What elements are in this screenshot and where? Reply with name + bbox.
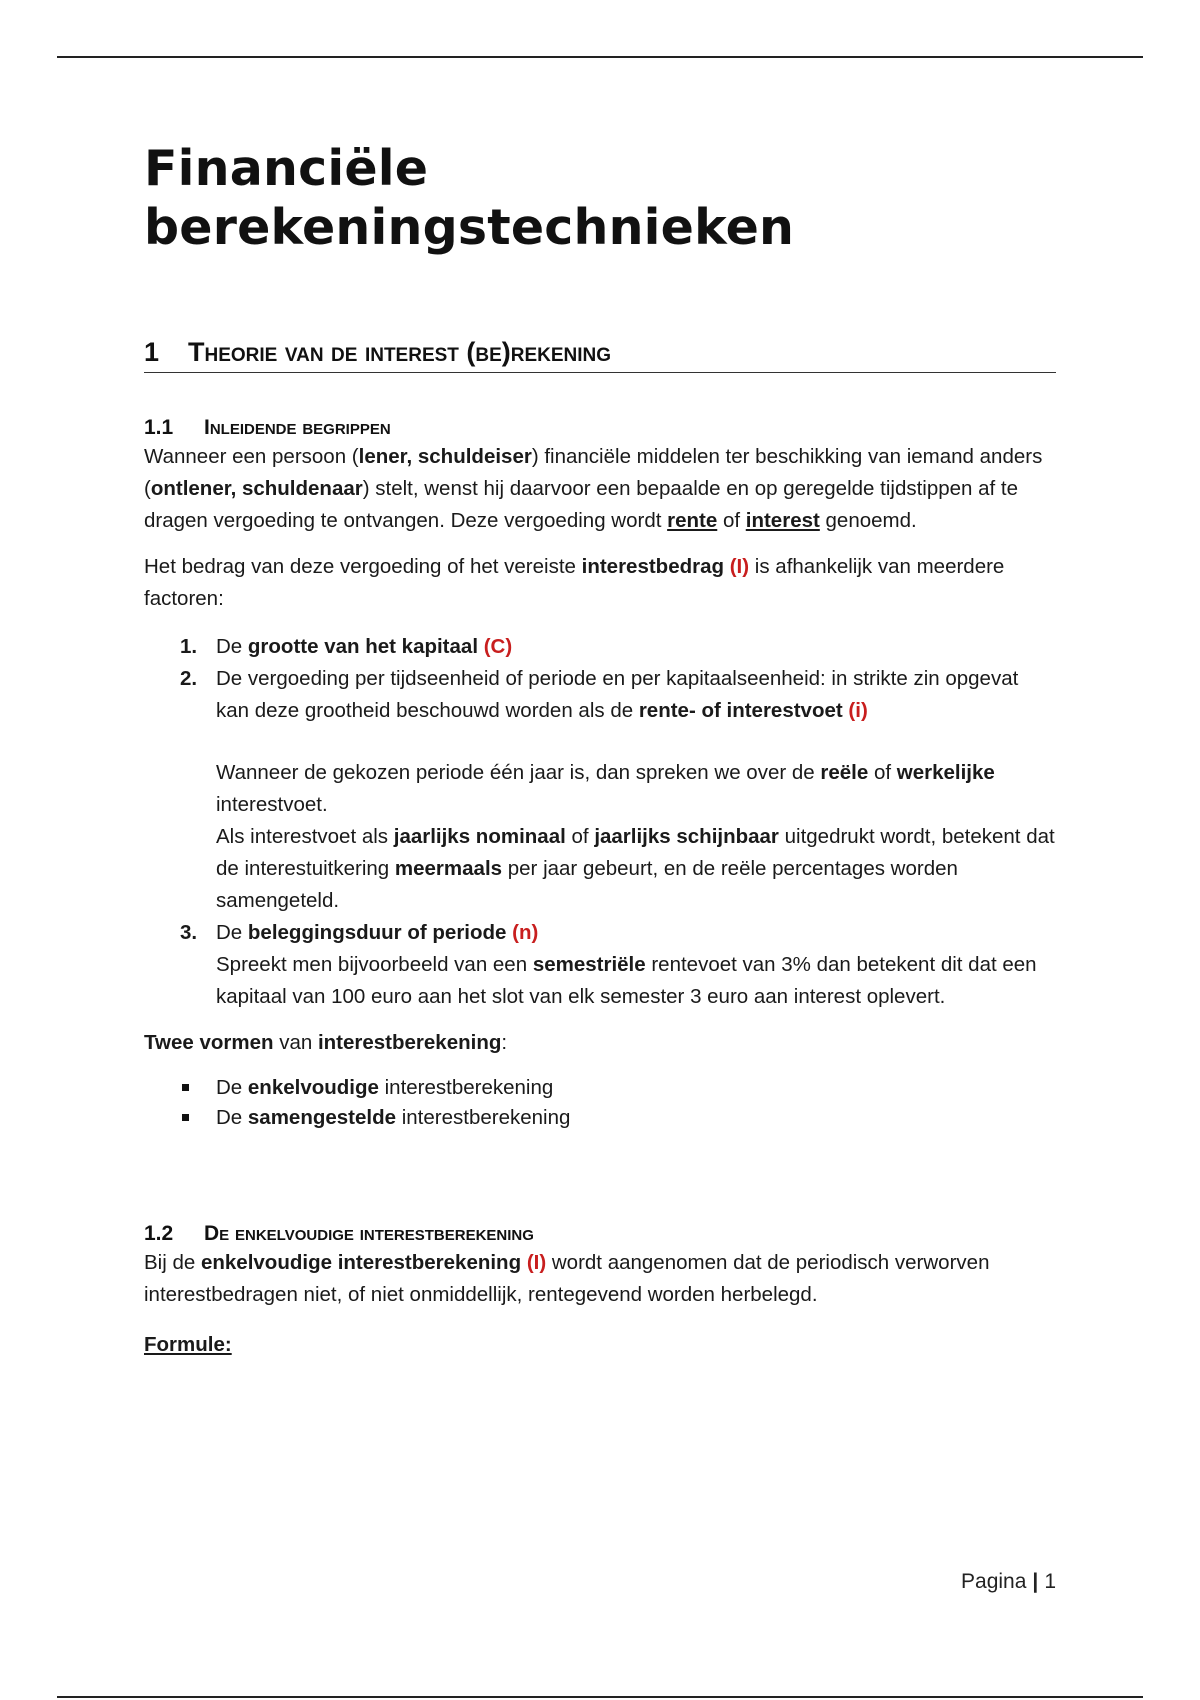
document-title: Financiële berekeningstechnieken — [144, 140, 795, 256]
list-item — [144, 663, 1056, 917]
square-bullet-icon — [182, 1114, 189, 1121]
text-run: per jaar gebeurt, en de reële percentages worden samengeteld. — [216, 857, 958, 913]
section-1-heading — [144, 336, 1056, 373]
term-samengestelde: samengestelde — [247, 1106, 397, 1130]
text-run: Spreekt men bijvoorbeeld van een — [216, 953, 533, 977]
list-item — [144, 917, 1056, 1013]
text-run: ) financiële middelen ter beschikking van iemand anders ( — [144, 445, 1043, 501]
term-meermaals: meermaals — [394, 857, 503, 881]
list-marker: 2. — [180, 667, 198, 691]
interestvoet-note — [216, 757, 1056, 821]
text-run: of — [717, 509, 746, 533]
section-1-2-heading — [144, 1221, 1056, 1247]
section-1-1-title: Inleidende begrippen — [204, 415, 391, 439]
section-1-title: Theorie van de interest (be)rekening — [188, 336, 612, 367]
term-enkelvoudige-interestberekening: enkelvoudige interestberekening — [200, 1251, 522, 1275]
list-marker: 1. — [180, 635, 198, 659]
text-run: uitgedrukt wordt, betekent dat de interestuitkering — [216, 825, 1055, 881]
page-number: 1 — [1044, 1570, 1056, 1593]
footer-label: Pagina — [961, 1570, 1027, 1593]
symbol-I: (I) — [729, 555, 750, 579]
symbol-C: (C) — [483, 635, 513, 659]
text-run: De vergoeding per tijdseenheid of periode en per kapitaalseenheid: in strikte zin opgevat kan deze grootheid beschouwd worden als de — [216, 667, 1019, 723]
term-ontlener: ontlener, schuldenaar — [150, 477, 363, 501]
term-jaarlijks-nominaal: jaarlijks nominaal — [393, 825, 566, 849]
list-marker: 3. — [180, 921, 198, 945]
text-run: van — [273, 1031, 318, 1055]
text-run: Bij de — [144, 1251, 201, 1275]
factors-intro-paragraph — [144, 551, 1056, 615]
text-run: Wanneer een persoon ( — [144, 445, 359, 469]
text-run: Als interestvoet als — [216, 825, 394, 849]
term-lener: lener, schuldeiser — [358, 445, 532, 469]
section-1-2-number: 1.2 — [144, 1222, 174, 1246]
text-run: of — [868, 761, 897, 785]
forms-intro — [144, 1027, 1056, 1059]
term-werkelijke: werkelijke — [896, 761, 995, 785]
section-1-number: 1 — [144, 336, 160, 367]
text-run: Het bedrag van deze vergoeding of het vereiste — [144, 555, 582, 579]
term-semestriele: semestriële — [532, 953, 646, 977]
footer-separator: | — [1032, 1570, 1039, 1593]
term-beleggingsduur: beleggingsduur of periode — [247, 921, 507, 945]
text-run: interestvoet. — [216, 793, 328, 817]
term-rente: rente — [667, 509, 718, 533]
text-run: is afhankelijk van meerdere factoren: — [144, 555, 1005, 611]
page-top-rule — [57, 56, 1143, 58]
symbol-I: (I) — [526, 1251, 547, 1275]
term-reele: reële — [820, 761, 869, 785]
term-interestberekening: interestberekening — [317, 1031, 502, 1055]
list-item — [144, 1103, 1056, 1133]
page-content — [144, 140, 1056, 1361]
term-twee-vormen: Twee vormen — [144, 1031, 274, 1055]
text-run: ) stelt, wenst hij daarvoor een bepaalde en op geregelde tijdstippen af te dragen vergoeding te ontvangen. Deze vergoeding wordt — [144, 477, 1019, 533]
list-item — [144, 631, 1056, 663]
nominaal-note — [216, 821, 1056, 917]
term-enkelvoudige: enkelvoudige — [247, 1076, 379, 1100]
intro-paragraph — [144, 441, 1056, 537]
section-1-2-title: De enkelvoudige interestberekening — [204, 1222, 534, 1246]
factors-list — [144, 631, 1056, 1013]
section-1-1-heading — [144, 415, 1056, 441]
text-run: genoemd. — [819, 509, 917, 533]
semester-example — [216, 949, 1056, 1013]
term-jaarlijks-schijnbaar: jaarlijks schijnbaar — [594, 825, 779, 849]
text-run: interestberekening — [396, 1106, 571, 1130]
term-interestvoet: rente- of interestvoet — [638, 699, 843, 723]
symbol-i: (i) — [848, 699, 868, 723]
text-run: interestberekening — [378, 1076, 554, 1100]
term-kapitaal: grootte van het kapitaal — [247, 635, 479, 659]
list-item — [144, 1073, 1056, 1103]
forms-list — [144, 1073, 1056, 1133]
page-bottom-rule — [57, 1696, 1143, 1698]
text-run: wordt aangenomen dat de periodisch verworven interestbedragen niet, of niet onmiddellijk, rentegevend worden herbelegd. — [144, 1251, 990, 1307]
text-run: De — [216, 1106, 248, 1130]
section-1-1-number: 1.1 — [144, 415, 174, 439]
symbol-n: (n) — [512, 921, 539, 945]
text-run: : — [501, 1031, 508, 1055]
text-run: rentevoet van 3% dan betekent dit dat een kapitaal van 100 euro aan het slot van elk semester 3 euro aan interest oplevert. — [216, 953, 1037, 1009]
text-run: De — [216, 1076, 248, 1100]
term-interestbedrag: interestbedrag — [581, 555, 725, 579]
enkelvoudige-paragraph — [144, 1247, 1056, 1311]
text-run: Wanneer de gekozen periode één jaar is, dan spreken we over de — [216, 761, 821, 785]
text-run: De — [216, 921, 248, 945]
text-run: of — [565, 825, 595, 849]
page-footer — [961, 1570, 1056, 1594]
term-interest: interest — [745, 509, 820, 533]
formula-label: Formule: — [144, 1333, 232, 1357]
text-run: De — [216, 635, 248, 659]
square-bullet-icon — [182, 1084, 189, 1091]
